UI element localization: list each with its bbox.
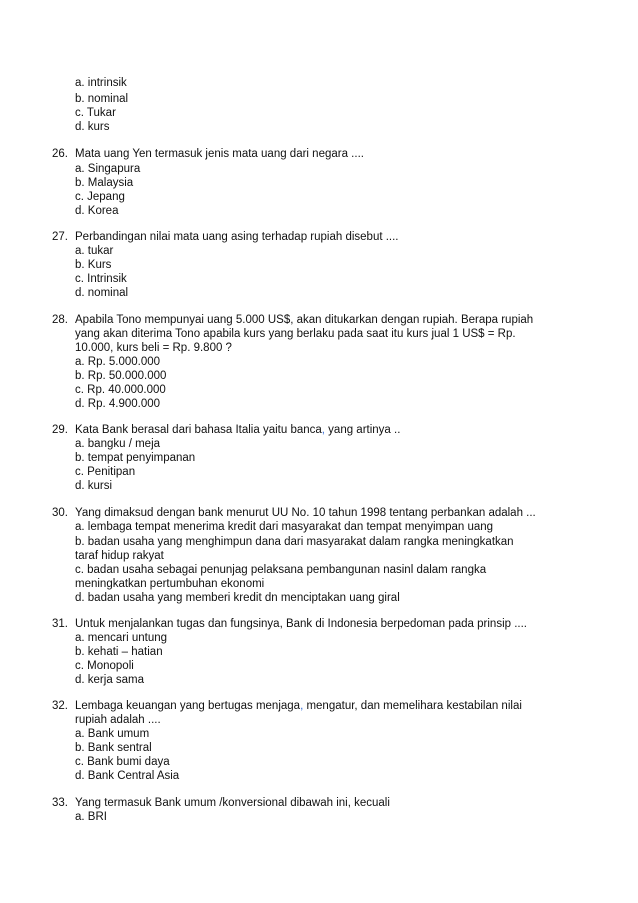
question-32-marked-comma: , bbox=[300, 700, 304, 712]
question-31-option-a: a. mencari untung bbox=[75, 632, 168, 644]
intro-option-b: b. nominal bbox=[75, 93, 129, 105]
question-30-option-b: b. badan usaha yang menghimpun dana dari masyarakat dalam rangka meningkatkan bbox=[75, 536, 514, 548]
question-28-option-c: c. Rp. 40.000.000 bbox=[75, 384, 166, 396]
question-29-number: 29. bbox=[52, 424, 68, 436]
question-29-text-before: Kata Bank berasal dari bahasa Italia yaitu banca bbox=[75, 424, 322, 436]
question-30-option-d: d. badan usaha yang memberi kredit dn menciptakan uang giral bbox=[75, 592, 400, 604]
question-30-option-c: c. badan usaha sebagai penunjag pelaksana pembangunan nasinl dalam rangka bbox=[75, 564, 487, 576]
question-32-text-line-2: rupiah adalah .... bbox=[75, 714, 161, 726]
question-28-option-d: d. Rp. 4.900.000 bbox=[75, 398, 161, 410]
question-33-number: 33. bbox=[52, 797, 68, 809]
question-28-option-b: b. Rp. 50.000.000 bbox=[75, 370, 167, 382]
question-31-option-d: d. kerja sama bbox=[75, 674, 145, 686]
question-26-number: 26. bbox=[52, 148, 68, 160]
question-28-text-line-2: yang akan diterima Tono apabila kurs yang berlaku pada saat itu kurs jual 1 US$ = Rp. bbox=[75, 328, 516, 340]
question-26-option-d: d. Korea bbox=[75, 205, 119, 217]
question-26-option-a: a. Singapura bbox=[75, 163, 141, 175]
question-28-option-a: a. Rp. 5.000.000 bbox=[75, 356, 161, 368]
question-26-option-b: b. Malaysia bbox=[75, 177, 134, 189]
question-27-option-c: c. Intrinsik bbox=[75, 273, 127, 285]
question-28-number: 28. bbox=[52, 314, 68, 326]
question-29-option-d: d. kursi bbox=[75, 480, 113, 492]
question-32-number: 32. bbox=[52, 700, 68, 712]
question-27-text: Perbandingan nilai mata uang asing terhadap rupiah disebut .... bbox=[75, 231, 399, 243]
intro-option-a: a. intrinsik bbox=[75, 77, 127, 89]
question-32-option-c: c. Bank bumi daya bbox=[75, 756, 170, 768]
question-28-text-line-3: 10.000, kurs beli = Rp. 9.800 ? bbox=[75, 342, 232, 354]
question-33-text: Yang termasuk Bank umum /konversional dibawah ini, kecuali bbox=[75, 797, 390, 809]
question-27-option-a: a. tukar bbox=[75, 245, 114, 257]
question-26-option-c: c. Jepang bbox=[75, 191, 125, 203]
question-31-option-c: c. Monopoli bbox=[75, 660, 134, 672]
question-27-number: 27. bbox=[52, 231, 68, 243]
question-32-text-after: mengatur, dan memelihara kestabilan nilai bbox=[303, 700, 522, 712]
question-30-option-b-cont: taraf hidup rakyat bbox=[75, 550, 164, 562]
question-29-text bbox=[75, 423, 400, 437]
question-29-option-a: a. bangku / meja bbox=[75, 438, 161, 450]
question-32-text bbox=[75, 699, 522, 713]
question-32-option-d: d. Bank Central Asia bbox=[75, 770, 180, 782]
question-32-option-a: a. Bank umum bbox=[75, 728, 150, 740]
question-29-text-after: yang artinya .. bbox=[324, 424, 401, 436]
question-31-option-b: b. kehati – hatian bbox=[75, 646, 163, 658]
question-29-marked-comma: , bbox=[321, 424, 325, 436]
question-30-text: Yang dimaksud dengan bank menurut UU No. 10 tahun 1998 tentang perbankan adalah ... bbox=[75, 507, 536, 519]
intro-option-d: d. kurs bbox=[75, 121, 110, 133]
question-30-option-c-cont: meningkatkan pertumbuhan ekonomi bbox=[75, 578, 265, 590]
question-31-text: Untuk menjalankan tugas dan fungsinya, Bank di Indonesia berpedoman pada prinsip .... bbox=[75, 618, 527, 630]
question-29-option-b: b. tempat penyimpanan bbox=[75, 452, 196, 464]
question-26-text: Mata uang Yen termasuk jenis mata uang dari negara .... bbox=[75, 148, 364, 160]
question-32-text-before: Lembaga keuangan yang bertugas menjaga bbox=[75, 700, 301, 712]
question-30-option-a: a. lembaga tempat menerima kredit dari masyarakat dan tempat menyimpan uang bbox=[75, 521, 494, 533]
question-32-option-b: b. Bank sentral bbox=[75, 742, 152, 754]
question-33-option-a: a. BRI bbox=[75, 811, 107, 823]
question-31-number: 31. bbox=[52, 618, 68, 630]
question-29-option-c: c. Penitipan bbox=[75, 466, 136, 478]
question-27-option-d: d. nominal bbox=[75, 287, 129, 299]
intro-option-c: c. Tukar bbox=[75, 107, 116, 119]
question-28-text-line-1: Apabila Tono mempunyai uang 5.000 US$, akan ditukarkan dengan rupiah. Berapa rupiah bbox=[75, 314, 534, 326]
question-30-number: 30. bbox=[52, 507, 68, 519]
question-27-option-b: b. Kurs bbox=[75, 259, 112, 271]
